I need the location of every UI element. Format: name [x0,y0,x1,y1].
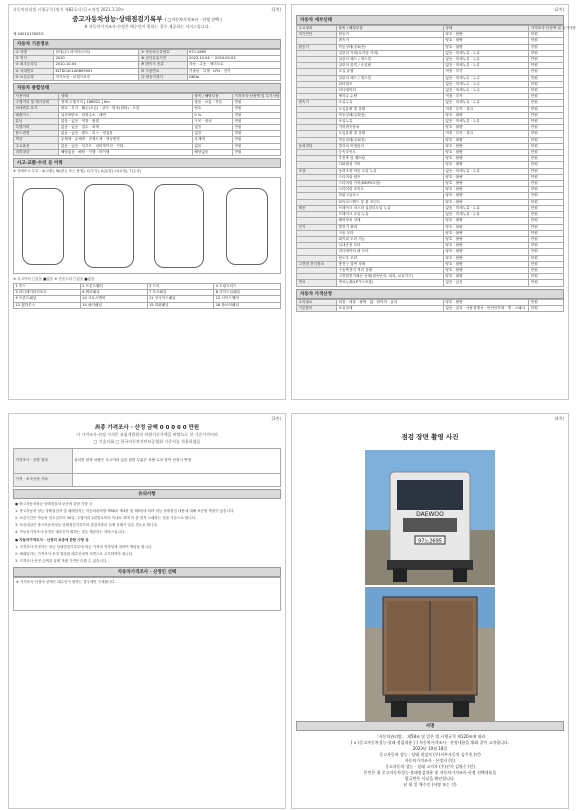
etc-label: 가격 · 조사산정 기타 [14,474,73,487]
item-opinion: 만원 [529,168,564,174]
field-label: ③ 최초등록일 [14,62,54,68]
row-status: 0 % [192,112,232,118]
item-state: 양호 · 불량 [443,32,528,38]
item-opinion: 만원 [529,174,564,180]
part-item: 14 필러패널 [80,302,147,308]
item-label: 클러치 어셈블리 [337,143,444,149]
page-number: (3쪽) [271,416,281,421]
table-row [14,74,281,80]
item-state: 없음 · 미세누유 · 누유 [443,205,528,211]
item-label: 오일유량 및 상태 [337,106,444,112]
note-line: 1. 중고자동차 성능·상태점검자 및 매매업자는 자동차관리법 제58조 제4항 및 제5항에 따라 성능·상태점검 내용에 대해 보증할 책임이 있습니다. [15,509,235,513]
part-item: 5 라디에이터서포트 [14,290,81,296]
section-summary: 자동차 종합상태 [13,83,281,93]
accident-legend: ⑤ 사고이력 □있음 ■없음 ⑥ 단순수리 □있음 ■없음 [13,277,95,282]
item-state: 적정 · 부족 [443,94,528,100]
truck-rear-photo [365,587,495,722]
item-state: 없음 · 미세누수 · 누수 [443,81,528,87]
field-value: 2010-10-04 [54,62,139,68]
sign-line: 「자동차관리법」 제58조 및 같은 법 시행규칙 제120조에 따라 [374,734,486,739]
row-label: 튜닝 [14,118,59,124]
item-opinion: 만원 [529,230,564,236]
field-value: 97노2695 [187,50,280,56]
row-label: 주요옵션 [14,143,59,149]
item-state: 양호 · 불량 [443,125,528,131]
row-opinion: 만원 [232,137,280,143]
car-left-view [22,188,64,265]
accident-note: ※ 상태표시 부호 : X(교환), W(판금 또는 용접), C(부식), A(흠집), U(요철), T(손상) [13,169,142,174]
sign-line: 중고자동차 성능 · 상태 고지자 (주)선저 김영수 (인) [385,764,475,769]
item-label: 오일누유 [337,100,444,106]
field-label: ⑩ 사용연료 [139,68,187,74]
row-value: 현재 주행거리 [ 186922 ] Km [59,100,193,106]
item-label: 외장 · 내장 · 광택 · 휠 · 타이어 · 유리 [337,299,444,305]
item-opinion: 만원 [529,81,564,87]
item-opinion: 만원 [529,112,564,118]
field-value: 자동 · 수동 · 세미오토 [187,62,280,68]
item-state: 없음 · 미세누유 · 누유 [443,50,528,56]
item-label: 스티어링 펌프 [337,174,444,180]
item-opinion: 만원 [529,50,564,56]
section-price: 자동차 가격산정 [296,289,564,299]
item-label: 디퍼렌셜 기어 [337,162,444,168]
row-opinion: 만원 [232,125,280,131]
item-opinion: 만원 [529,205,564,211]
item-opinion: 만원 [529,255,564,261]
sign-line: 중고자동차 성능 · 상태 점검자 (주)서부자동차 김주홍 (인) [379,752,481,757]
column-header: 주요장치 [297,26,337,32]
sign-line: 자동차가격조사 · 산정자 (인) [404,758,456,763]
item-state: 양호 · 불량 [443,218,528,224]
item-label: 오일유량 및 상태 [337,131,444,137]
plate-text: 97노2695 [418,538,442,545]
item-label: 스티어링 조인트 [337,187,444,193]
row-status: 없음 [192,125,232,131]
row-status: 양호 [192,106,232,112]
column-header: 사용이력 [14,94,59,100]
row-value: 해당없음 · 해당 · 이행 · 미이행 [59,149,193,155]
note-line: 2. 보증기간은 자동차 인도일부터 30일, 주행거리 2천킬로미터 이내로 하며 이 중 먼저 도래하는 것을 기준으로 합니다. [15,516,197,520]
field-label: ④ 차대번호 [14,68,54,74]
item-state: 양호 · 불량 [443,137,528,143]
detail-table [296,25,576,287]
row-label: 차대번호 표기 [14,106,59,112]
item-state: 없음 · 미세누유 · 누유 [443,57,528,63]
item-state: 적정 · 부족 · 과다 [443,106,528,112]
field-value: 가솔린 · 디젤 · LPG · 전기 [187,68,280,74]
field-label: ⑨ 변속기 종류 [139,62,187,68]
item-opinion: 만원 [529,137,564,143]
page-4 [291,413,569,809]
item-state: 양호 · 불량 [443,299,528,305]
table-row [297,280,564,286]
item-opinion: 만원 [529,261,564,267]
column-header: 항목 / 해당부품 [192,94,232,100]
item-state: 양호 · 불량 [443,224,528,230]
item-opinion: 만원 [529,181,564,187]
note-line: 1. 가격조사·산정자는 성능·상태점검기록부에 따른 가격의 적정성에 대하여 책임을 집니다. [15,545,153,549]
item-label: 작동상태(공회전) [337,137,444,143]
item-opinion: 만원 [529,32,564,38]
item-state: 없음 · 미세누유 · 누유 [443,212,528,218]
part-item: 1 후드 [14,284,81,290]
table-row [297,305,564,311]
item-label: 윈도우 모터 [337,255,444,261]
item-label: 실린더 블록 / 오일팬 [337,63,444,69]
car-diagram [13,177,281,274]
part-item: 6 쿼터패널 [80,290,147,296]
group-label: 수리필요 [297,299,337,305]
group-label: 변속기 [297,100,337,106]
item-label: 파워고압호스 [337,193,444,199]
item-opinion: 만원 [529,143,564,149]
row-value: 무채색 · 유채색 · 전체도색 · 색상변경 [59,137,193,143]
note-line: ● 중고자동차성능·상태점검의 보증에 관한 사항 등 [15,502,93,506]
field-label: ② 연식 [14,56,54,62]
item-opinion: 만원 [529,224,564,230]
result-value: 관리만 판정 차량은 사고이력 있음 관련 부분은 차량 수리 항목 산정시 반영 [72,449,280,474]
page-number: (2쪽) [554,7,564,12]
item-label: 실린더 헤드 / 개스킷 [337,75,444,81]
row-opinion: 만원 [232,118,280,124]
row-value: 없음 · 있음 · 침수 · 화재 [59,125,193,131]
footer-title: 자동차가격조사 · 산정인 선택 [13,567,281,577]
group-label: 고전원 전기장치 [297,261,337,267]
item-opinion: 만원 [529,187,564,193]
item-state: 양호 · 불량 [443,199,528,205]
row-value: 없음 · 있음 · 렌트 · 리스 · 영업용 [59,131,193,137]
row-status: 무채색 [192,137,232,143]
page-2 [291,4,576,400]
row-opinion: 만원 [232,112,280,118]
item-opinion: 만원 [529,156,564,162]
item-label: 작동상태(공회전) [337,44,444,50]
item-label: 구동축전지 격리 상태 [337,267,444,273]
price-notice-2: □ 기술사회 □ 한국자동차진단보증협회 기준서를 적용하였음 [93,439,201,444]
group-label: 원동기 [297,44,337,50]
part-item: 12 사이드멤버 [214,296,281,302]
sign-line: 년 월 일 매수인 (서명 또는 인) [403,782,457,787]
table-row [14,149,281,155]
item-label: 오일 유량 [337,69,444,75]
item-state: 양호 · 불량 [443,267,528,273]
item-label: 기어변속장치 [337,125,444,131]
item-opinion: 만원 [529,199,564,205]
row-value: 없음 · 있음 · 선루프 · 내비게이션 · 기타 [59,143,193,149]
item-opinion: 만원 [529,94,564,100]
part-item: 11 인사이드패널 [147,296,214,302]
group-label: 자기진단 [297,32,337,38]
summary-table [13,93,281,156]
row-status: 많음 · 보통 · 적음 [192,100,232,106]
item-opinion: 만원 [529,249,564,255]
item-label: 보유상태 [337,305,444,311]
row-opinion: 만원 [232,149,280,155]
item-opinion: 만원 [529,243,564,249]
item-opinion: 만원 [529,150,564,156]
final-price-title: 최종 가격조사 · 산정 금액 0 0 0 0 0 만원 [94,425,200,431]
part-item: 3 도어 [147,284,214,290]
field-value: 2023.10.04 ~ 2024.04.03 [187,56,280,62]
field-value: D6DA [187,74,280,80]
item-opinion: 만원 [529,218,564,224]
item-state: 양호 · 불량 [443,236,528,242]
item-label: 동력조향 작동 오일 누유 [337,168,444,174]
row-label: 리콜대상 [14,149,59,155]
item-label: 스티어링 기어(MDPS포함) [337,181,444,187]
item-label: 실린더 헤드 / 개스킷 [337,57,444,63]
item-state: 없음 · 미세누유 · 누유 [443,100,528,106]
item-opinion: 만원 [529,63,564,69]
item-opinion: 만원 [529,193,564,199]
photo-title: 점검 장면 촬영 사진 [401,433,459,441]
doc-number: 제 0401017603호 [13,32,44,36]
field-value: 자가보증 · 보험사보증 [54,74,139,80]
part-item: 7 루프패널 [147,290,214,296]
part-item: 4 트렁크리드 [214,284,281,290]
parts-table [13,283,281,309]
item-label: 와이퍼 모터 기능 [337,236,444,242]
row-label: 색상 [14,137,59,143]
item-state: 양호 · 불량 [443,249,528,255]
part-item: 9 프론트패널 [14,296,81,302]
sign-line: ( ∨ )중고자동차성능·상태 점검내용 ( ) 자동차가격조사 · 산정내용을 위와 같이 고지합니다. [350,740,510,745]
price-result-table [13,448,281,487]
item-opinion: 만원 [529,44,564,50]
item-label: 고전원전기배선 상태(접속단자, 피복, 보호기구) [337,274,444,280]
form-header: 자동차관리법 시행규칙 [별지 제82호서식] <개정 2021.1.19> [13,7,125,12]
item-opinion: 만원 [529,57,564,63]
item-opinion: 만원 [529,38,564,44]
row-opinion: 만원 [232,100,280,106]
item-state: 없음 · 있음 · 사용설명서 · 안전삼각대 · 잭 · 스패너 [443,305,528,311]
item-state: 양호 · 불량 [443,181,528,187]
item-opinion: 만원 [529,267,564,273]
notes2: ● 자동차가격조사 · 산정의 보증에 관한 사항 등 1. 가격조사·산정자는 성능·상태점검기록부에 따른 가격의 적정성에 대하여 책임을 집니다. 2. 매매업자는 가격조사·산정 결과를 매수인에게 서면으로 고지하여야 합니다. 3. 가격조사·산정 금액과 실제 거래 가격은 다를 수 있습니다. [15,538,279,564]
field-value: 2010 [54,56,139,62]
note-line: 3. 보증대상은 중고자동차성능·상태점검기록부의 점검사항과 실제 상태가 다른 경우로 합니다. [15,523,158,527]
group-label: 조향 [297,168,337,174]
item-opinion: 만원 [529,212,564,218]
item-state: 양호 · 불량 [443,230,528,236]
item-state: 양호 · 불량 [443,112,528,118]
item-opinion: 만원 [529,131,564,137]
item-label: 브레이크 오일 누유 [337,212,444,218]
item-label: 등속조인트 [337,150,444,156]
column-header: 가격조사·산정액 및 특기사항 [234,94,280,99]
result-label: 가격조사 · 산정 결과 [14,449,73,474]
part-item: 8 사이드실패널 [214,290,281,296]
item-label: 변속기 [337,38,444,44]
car-right-view [226,188,268,265]
row-opinion: 만원 [232,143,280,149]
row-status: 해당없음 [192,149,232,155]
price-table [296,299,564,312]
part-item: 13 휠하우스 [14,302,81,308]
row-opinion: 만원 [232,131,280,137]
group-label: 제동 [297,205,337,211]
table-row [14,302,281,308]
item-label: 추진축 및 베어링 [337,156,444,162]
notice: ※ 자동차가격조사·산정은 매수인이 원하는 경우 제공하는 서비스입니다. [84,24,210,29]
section-detail: 자동차 세부상태 [296,15,564,25]
item-state: 양호 · 불량 [443,187,528,193]
item-label: 라디에이터 팬 모터 [337,249,444,255]
item-state: 양호 · 불량 [443,44,528,50]
truck-brand: DAEWOO [416,511,444,518]
item-opinion: 만원 [529,299,564,305]
note-line: 2. 매매업자는 가격조사·산정 결과를 매수인에게 서면으로 고지하여야 합니다. [15,552,134,556]
group-label: 기본품목 [297,305,337,311]
part-item: 15 대쉬패널 [147,302,214,308]
item-opinion: 만원 [529,88,564,94]
row-value: 일산화탄소 · 탄화수소 · 매연 [59,112,193,118]
row-opinion: 만원 [232,106,280,112]
price-notice: 이 가격조사·산정 가격은 보험개발원의 차량기준가액을 바탕으로 한 기준가격이며 [76,432,218,437]
sign-line: 발급받은 사실을 확인합니다. [404,776,456,781]
field-label: ⑦ 자동차등록번호 [139,50,187,56]
item-state: 양호 · 불량 [443,174,528,180]
column-header: 항목 / 해당부품 [337,26,444,32]
item-state: 없음 · 미세누유 · 누유 [443,63,528,69]
sign-line: 본인은 위 중고자동차성능·상태점검내용 및 자동차가격조사·산정 선택내용을 [363,770,497,775]
item-state: 없음 · 미세누수 · 누수 [443,75,528,81]
group-label: 연료 [297,280,337,286]
page-number: (4쪽) [554,416,564,421]
item-opinion: 만원 [529,274,564,280]
item-state: 양호 · 불량 [443,143,528,149]
item-label: 원동기 [337,32,444,38]
group-label: 동력전달 [297,143,337,149]
page-number: (1쪽) [271,7,281,12]
page-1 [8,4,286,400]
row-status: 없음 [192,131,232,137]
field-value: KLTDC4C1A0809001 [54,68,139,74]
item-state: 적정 · 부족 · 과다 [443,131,528,137]
section-accident: 사고·교환·수리 등 이력 [13,158,281,168]
item-label: 브레이크 마스터 실린더오일 누유 [337,205,444,211]
item-state: 없음 · 미세누유 · 누유 [443,168,528,174]
item-label: 배력장치 상태 [337,218,444,224]
item-state: 양호 · 불량 [443,261,528,267]
notes-title: 유의사항 [13,489,281,499]
truck-front-photo [365,450,495,585]
part-item: 2 프론트휀더 [80,284,147,290]
item-label: 작동상태(공회전) [337,112,444,118]
item-state: 없음 · 미세누수 · 누수 [443,88,528,94]
item-state: 양호 · 불량 [443,38,528,44]
field-value: 현대(주) 마이티(트럭) [54,50,139,56]
row-label: 용도변경 [14,131,59,137]
column-header: 상태 [59,94,193,100]
group-label: 전기 [297,224,337,230]
item-label: 연료누출(LP가스포함) [337,280,444,286]
item-opinion: 만원 [529,305,564,311]
item-opinion: 만원 [529,100,564,106]
item-label: 냉각수 수량 [337,94,444,100]
field-label: ⑤ 보증유형 [14,74,54,80]
item-label: 실내송풍 모터 [337,243,444,249]
row-status: 없음 [192,143,232,149]
notes-list [15,502,279,535]
item-label: 워터펌프 [337,81,444,87]
item-label: 실린더 커버(로커암 커버) [337,50,444,56]
item-label: 발전기 출력 [337,224,444,230]
item-state: 없음 · 있음 [443,280,528,286]
item-label: 오일누유 [337,119,444,125]
footer-text: ※ 가격조사·산정자 선택은 매수인이 원하는 경우에만 기재합니다. [13,577,281,611]
item-opinion: 만원 [529,280,564,286]
item-opinion: 만원 [529,125,564,131]
car-frame-view [154,184,204,268]
section-basic-info: 자동차 기본정보 [13,39,281,49]
item-opinion: 만원 [529,75,564,81]
item-opinion: 만원 [529,119,564,125]
item-state: 양호 · 불량 [443,274,528,280]
part-item: 16 플로어패널 [214,302,281,308]
sign-line: 2023년 10월 18일 [412,746,448,751]
sign-title: 서명 [296,721,564,731]
basic-info-table [13,49,281,81]
row-status: 구조 · 장치 [192,118,232,124]
item-label: 충전구 절연 상태 [337,261,444,267]
row-label: 배출가스 [14,112,59,118]
page-3 [8,413,286,809]
item-state: 없음 · 미세누유 · 누유 [443,119,528,125]
row-value: 없음 · 있음 · 적법 · 불법 [59,118,193,124]
row-label: 주행거리 및 계기상태 [14,100,59,106]
column-header: 상태 [443,26,528,32]
item-label: 타이로드엔드 및 볼 조인트 [337,199,444,205]
item-state: 양호 · 불량 [443,156,528,162]
item-state: 양호 · 불량 [443,193,528,199]
part-item: 10 크로스멤버 [80,296,147,302]
item-state: 양호 · 불량 [443,243,528,249]
item-opinion: 만원 [529,106,564,112]
item-opinion: 만원 [529,69,564,75]
field-label: ① 차명 [14,50,54,56]
page-title: 중고자동차성능·상태점검기록부 ( □자동차가격조사 · 산정 선택 ) [72,15,222,23]
sign-block [298,734,562,788]
item-state: 양호 · 불량 [443,162,528,168]
row-value: 양호 · 부식 · 훼손(오손) · 상이 · 변조(변타) · 도말 [59,106,193,112]
note-line: 3. 가격조사·산정 금액과 실제 거래 가격은 다를 수 있습니다. [15,559,108,563]
item-label: 라디에이터 [337,88,444,94]
item-opinion: 만원 [529,162,564,168]
item-label: 시동 모터 [337,230,444,236]
field-label: ⑪ 원동기형식 [139,74,187,80]
item-state: 적정 · 부족 [443,69,528,75]
item-state: 양호 · 불량 [443,150,528,156]
row-label: 특별이력 [14,125,59,131]
item-state: 양호 · 불량 [443,255,528,261]
note-line: 4. 자동차가격조사·산정은 매수인이 원하는 경우 제공하는 서비스입니다. [15,530,126,534]
column-header: 가격조사·산정액 및 특기사항 [530,26,576,30]
field-label: ⑧ 검사유효기간 [139,56,187,62]
item-opinion: 만원 [529,236,564,242]
car-top-view [84,184,134,268]
